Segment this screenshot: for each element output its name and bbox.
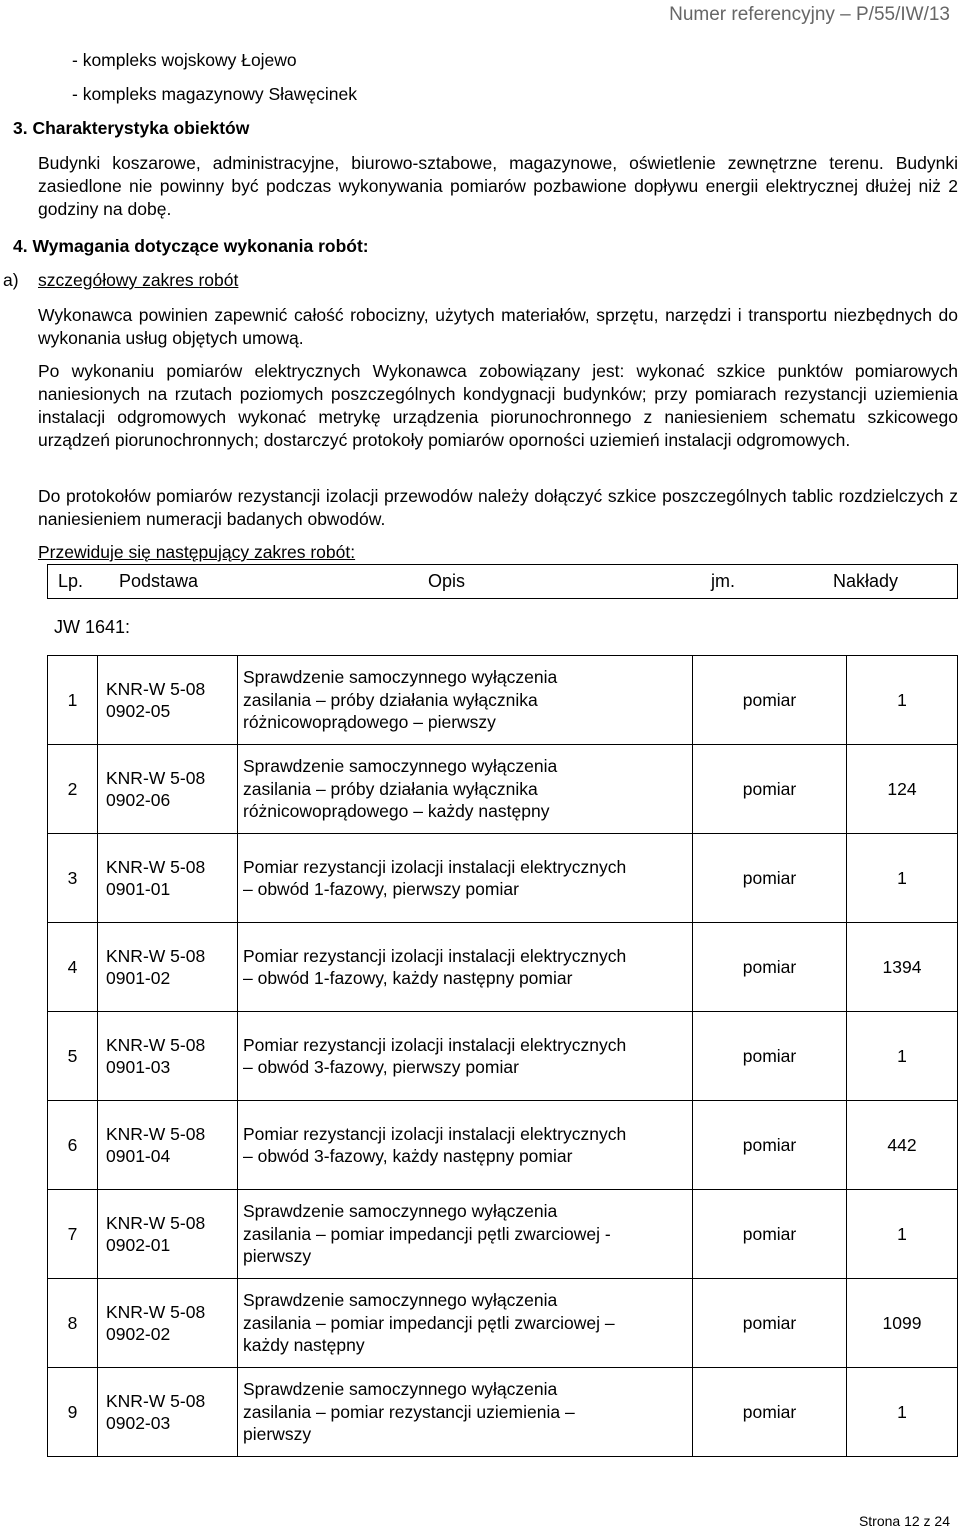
cell-naklady: 1 xyxy=(847,834,958,923)
cell-lp: 9 xyxy=(48,1368,98,1457)
podstawa-line: KNR-W 5-08 xyxy=(106,1034,206,1055)
cell-opis xyxy=(238,656,693,745)
cell-lp: 6 xyxy=(48,1101,98,1190)
cell-opis xyxy=(238,923,693,1012)
opis-line: zasilania – próby działania wyłącznika xyxy=(243,689,538,710)
opis-line: – obwód 3-fazowy, pierwszy pomiar xyxy=(243,1057,519,1077)
opis-line: Pomiar rezystancji izolacji instalacji elektrycznych xyxy=(243,856,627,877)
podstawa-line: KNR-W 5-08 xyxy=(106,945,206,966)
opis-line: Sprawdzenie samoczynnego wyłączenia xyxy=(243,1290,558,1311)
cell-lp: 8 xyxy=(48,1279,98,1368)
opis-line: Pomiar rezystancji izolacji instalacji elektrycznych xyxy=(243,1034,627,1055)
header-jm: jm. xyxy=(711,571,735,591)
podstawa-line: KNR-W 5-08 xyxy=(106,1123,206,1144)
cell-lp: 5 xyxy=(48,1012,98,1101)
reference-number: Numer referencyjny – P/55/IW/13 xyxy=(669,4,950,25)
cell-lp: 4 xyxy=(48,923,98,1012)
paragraph-contractor: Wykonawca powinien zapewnić całość robocizny, użytych materiałów, sprzętu, narzędzi i transportu niezbędnych do wykonania usług objętych umową. xyxy=(38,305,958,348)
opis-line: zasilania – pomiar impedancji pętli zwarciowej - xyxy=(243,1223,611,1244)
podstawa-line: KNR-W 5-08 xyxy=(106,678,206,699)
opis-line: różnicowoprądowego – pierwszy xyxy=(243,712,496,733)
cell-naklady: 442 xyxy=(847,1101,958,1190)
table-subtitle: JW 1641: xyxy=(54,617,131,637)
cell-podstawa xyxy=(98,1279,238,1368)
section-4-heading: 4. Wymagania dotyczące wykonania robót: xyxy=(13,236,369,256)
podstawa-line: KNR-W 5-08 xyxy=(106,1301,206,1322)
table-row xyxy=(48,1101,958,1190)
cell-podstawa xyxy=(98,745,238,834)
cell-podstawa xyxy=(98,923,238,1012)
opis-line: Sprawdzenie samoczynnego wyłączenia xyxy=(243,1201,558,1222)
cell-jm: pomiar xyxy=(693,656,847,745)
cell-naklady: 124 xyxy=(847,745,958,834)
list-item: - kompleks magazynowy Sławęcinek xyxy=(72,84,357,104)
cell-naklady: 1394 xyxy=(847,923,958,1012)
cell-podstawa xyxy=(98,1368,238,1457)
podstawa-line: KNR-W 5-08 xyxy=(106,856,206,877)
cell-lp: 7 xyxy=(48,1190,98,1279)
podstawa-line: KNR-W 5-08 xyxy=(106,1390,206,1411)
opis-line: – obwód 1-fazowy, pierwszy pomiar xyxy=(243,879,519,899)
cell-lp: 1 xyxy=(48,656,98,745)
paragraph-protocols: Do protokołów pomiarów rezystancji izolacji przewodów należy dołączyć szkice poszczególnych tablic rozdzielczych z naniesieniem numeracji badanych obwodów. xyxy=(38,486,958,529)
cell-podstawa xyxy=(98,1190,238,1279)
header-naklady: Nakłady xyxy=(833,571,899,591)
opis-line: Pomiar rezystancji izolacji instalacji elektrycznych xyxy=(243,1123,627,1144)
cell-jm: pomiar xyxy=(693,1190,847,1279)
works-table xyxy=(47,655,958,1457)
cell-opis xyxy=(238,1190,693,1279)
cell-opis xyxy=(238,834,693,923)
header-opis: Opis xyxy=(428,571,466,591)
podstawa-line: 0902-06 xyxy=(106,790,171,810)
cell-opis xyxy=(238,1101,693,1190)
subpoint-marker: a) xyxy=(3,270,19,290)
podstawa-line: 0902-01 xyxy=(106,1235,171,1255)
cell-opis xyxy=(238,1368,693,1457)
podstawa-line: KNR-W 5-08 xyxy=(106,1212,206,1233)
opis-line: każdy następny xyxy=(243,1335,365,1356)
list-item: - kompleks wojskowy Łojewo xyxy=(72,50,297,70)
table-row xyxy=(48,923,958,1012)
header-lp: Lp. xyxy=(58,571,84,591)
cell-podstawa xyxy=(98,656,238,745)
cell-jm: pomiar xyxy=(693,1279,847,1368)
table-row xyxy=(48,1368,958,1457)
cell-lp: 3 xyxy=(48,834,98,923)
cell-naklady: 1 xyxy=(847,656,958,745)
cell-jm: pomiar xyxy=(693,1101,847,1190)
opis-line: różnicowoprądowego – każdy następny xyxy=(243,801,550,822)
opis-line: – obwód 1-fazowy, każdy następny pomiar xyxy=(243,968,573,988)
opis-line: pierwszy xyxy=(243,1424,312,1445)
cell-naklady: 1 xyxy=(847,1012,958,1101)
cell-jm: pomiar xyxy=(693,834,847,923)
cell-naklady: 1099 xyxy=(847,1279,958,1368)
cell-jm: pomiar xyxy=(693,1012,847,1101)
header-podstawa: Podstawa xyxy=(119,571,199,591)
table-row xyxy=(48,1279,958,1368)
opis-line: Sprawdzenie samoczynnego wyłączenia xyxy=(243,756,558,777)
cell-naklady: 1 xyxy=(847,1190,958,1279)
cell-lp: 2 xyxy=(48,745,98,834)
table-row xyxy=(48,1190,958,1279)
opis-line: zasilania – pomiar rezystancji uziemienia – xyxy=(243,1401,575,1422)
cell-jm: pomiar xyxy=(693,1368,847,1457)
paragraph-measurements: Po wykonaniu pomiarów elektrycznych Wykonawca zobowiązany jest: wykonać szkice punktów pomiarowych naniesionych na rzutach poziomych poszczególnych kondygnacji budynków; przy pomiarach rezystancji uziemienia instalacji odgromowych wykonać metrykę urządzenia piorunochronnego z naniesieniem schematu szkicowego urządzeń piorunochronnych; dostarczyć protokoły pomiarów oporności uziemień instalacji odgromowych. xyxy=(38,361,958,450)
cell-podstawa xyxy=(98,834,238,923)
cell-opis xyxy=(238,745,693,834)
podstawa-line: 0901-01 xyxy=(106,879,171,899)
table-row xyxy=(48,834,958,923)
table-header xyxy=(47,564,958,599)
table-row xyxy=(48,1012,958,1101)
subpoint-label: szczegółowy zakres robót xyxy=(38,270,239,290)
opis-line: zasilania – próby działania wyłącznika xyxy=(243,778,538,799)
cell-naklady: 1 xyxy=(847,1368,958,1457)
podstawa-line: KNR-W 5-08 xyxy=(106,767,206,788)
podstawa-line: 0901-02 xyxy=(106,968,171,988)
podstawa-line: 0901-03 xyxy=(106,1057,171,1077)
opis-line: Sprawdzenie samoczynnego wyłączenia xyxy=(243,1379,558,1400)
opis-line: – obwód 3-fazowy, każdy następny pomiar xyxy=(243,1146,573,1166)
opis-line: Sprawdzenie samoczynnego wyłączenia xyxy=(243,667,558,688)
section-3-heading: 3. Charakterystyka obiektów xyxy=(13,118,250,138)
table-row xyxy=(48,745,958,834)
opis-line: pierwszy xyxy=(243,1246,312,1267)
page-number: Strona 12 z 24 xyxy=(858,1513,950,1529)
section-3-text: Budynki koszarowe, administracyjne, biurowo-sztabowe, magazynowe, oświetlenie zewnętrzne terenu. Budynki zasiedlone nie powinny być podczas wykonywania pomiarów pozbawione dopływu energii elektrycznej dłużej niż 2 godziny na dobę. xyxy=(38,153,958,219)
podstawa-line: 0901-04 xyxy=(106,1146,171,1166)
cell-jm: pomiar xyxy=(693,923,847,1012)
cell-opis xyxy=(238,1012,693,1101)
podstawa-line: 0902-05 xyxy=(106,701,171,721)
cell-opis xyxy=(238,1279,693,1368)
cell-podstawa xyxy=(98,1012,238,1101)
cell-podstawa xyxy=(98,1101,238,1190)
table-row xyxy=(48,656,958,745)
cell-jm: pomiar xyxy=(693,745,847,834)
podstawa-line: 0902-02 xyxy=(106,1324,171,1344)
opis-line: Pomiar rezystancji izolacji instalacji elektrycznych xyxy=(243,945,627,966)
podstawa-line: 0902-03 xyxy=(106,1413,171,1433)
scope-label: Przewiduje się następujący zakres robót: xyxy=(38,542,356,562)
opis-line: zasilania – pomiar impedancji pętli zwarciowej – xyxy=(243,1312,615,1333)
